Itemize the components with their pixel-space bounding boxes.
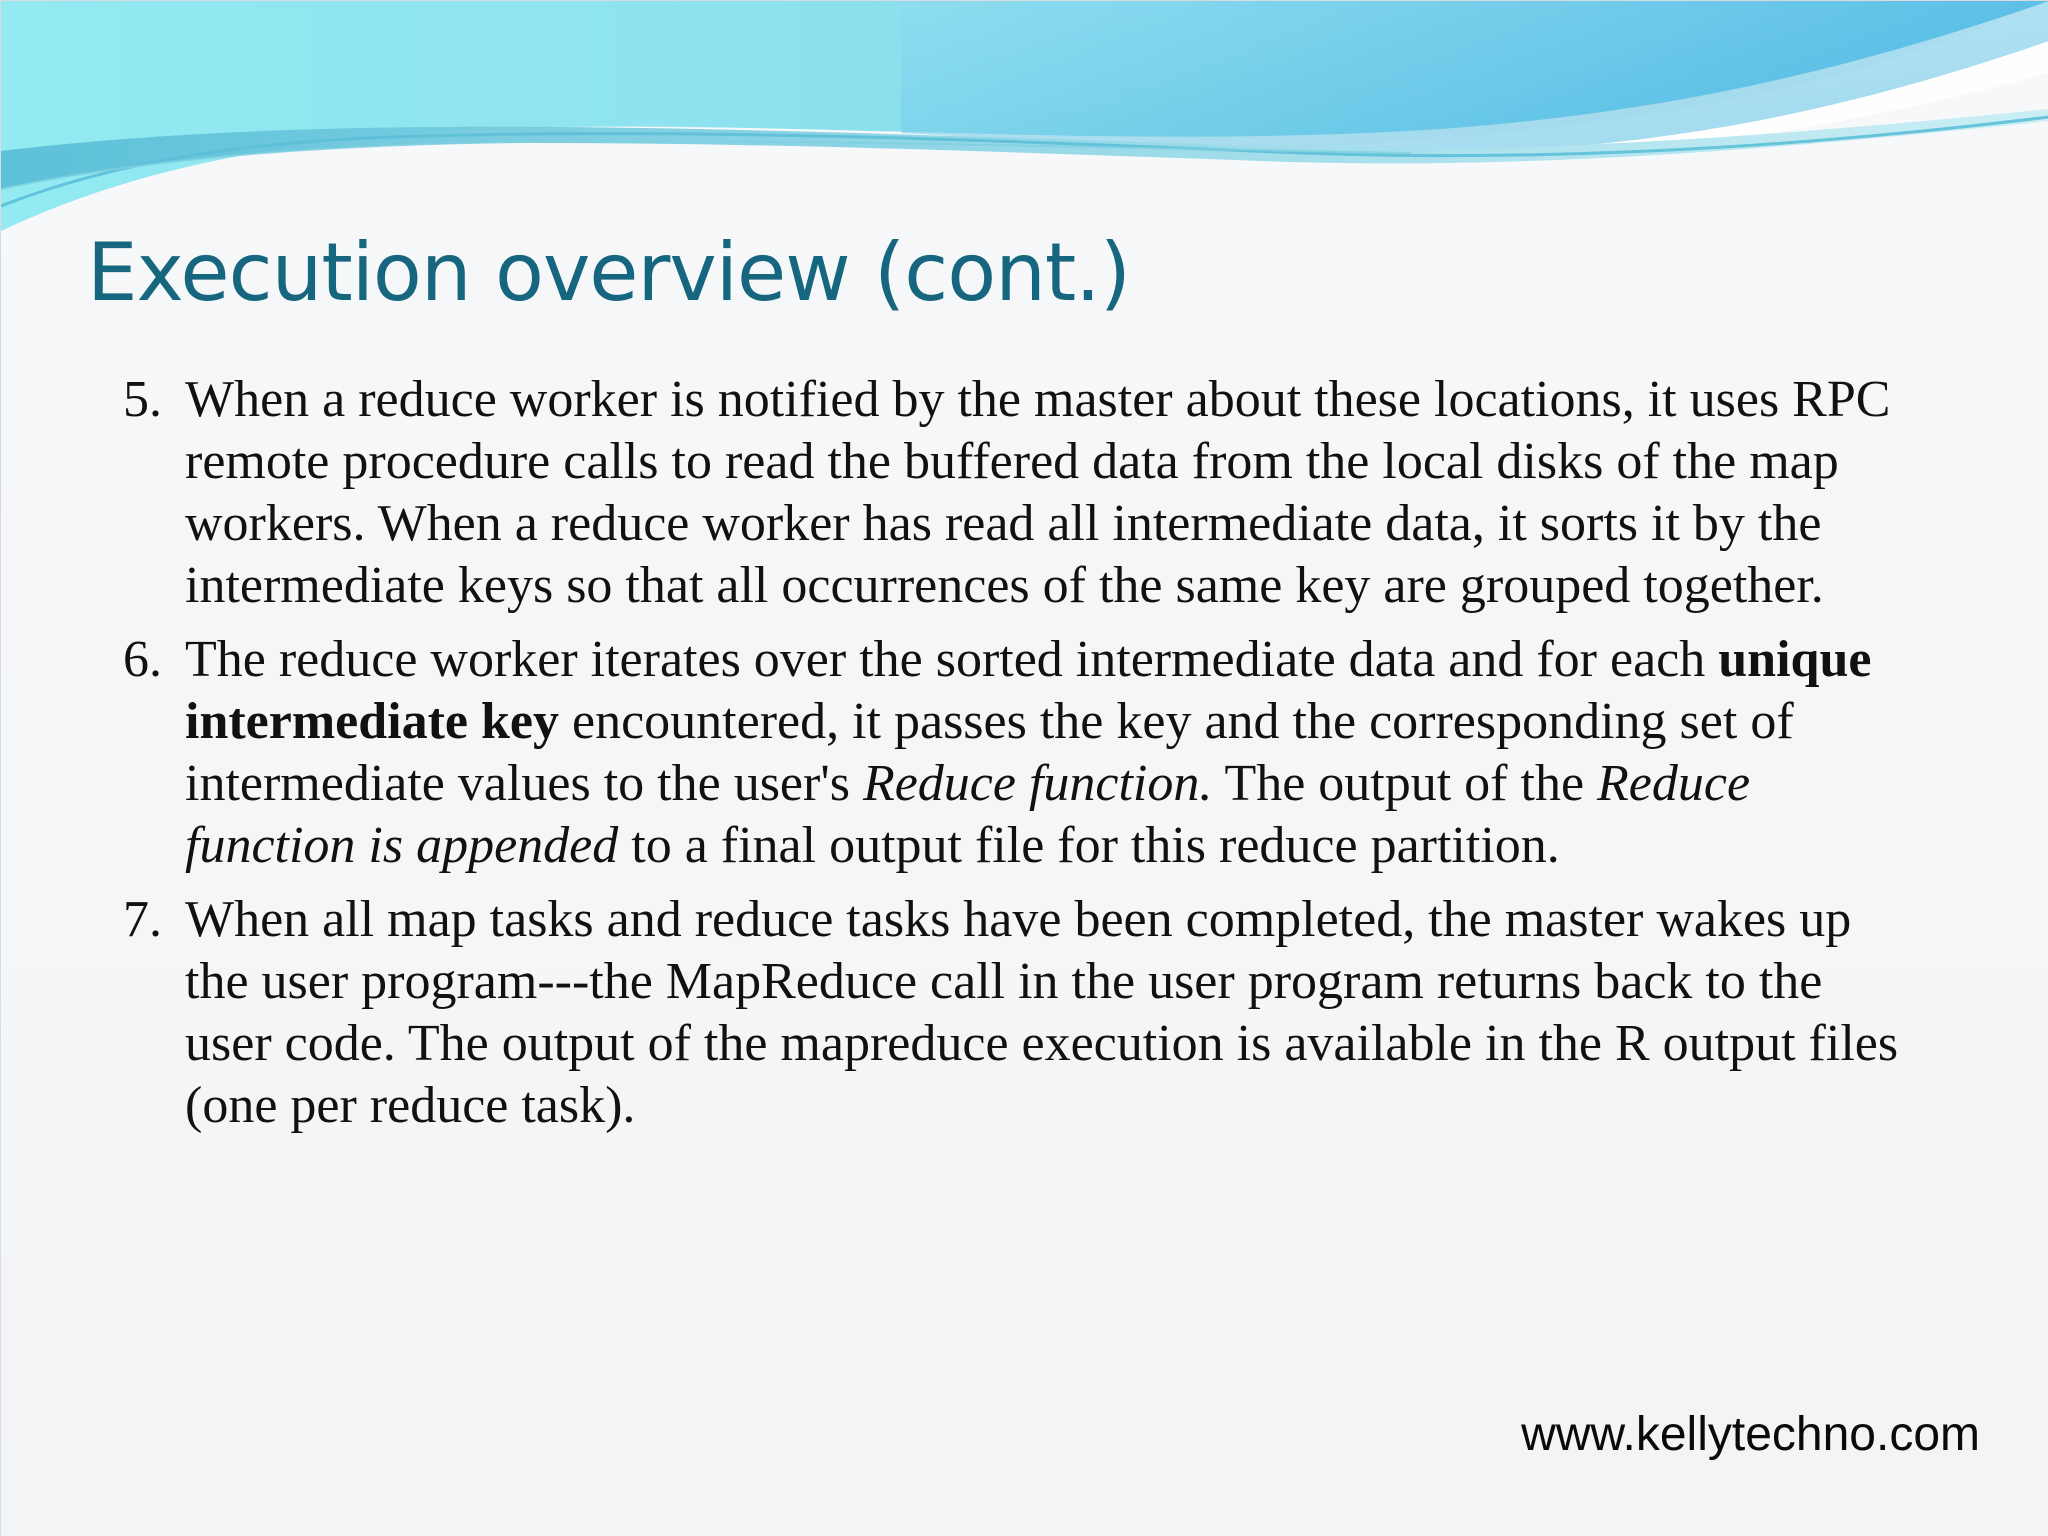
list-item-step-5 xyxy=(123,369,1903,617)
step-text-part: to a final output file for this reduce partition. xyxy=(631,817,1560,874)
step-number: 7. xyxy=(123,891,162,948)
list-item-step-6 xyxy=(123,629,1903,877)
step-text-part: The reduce worker iterates over the sorted intermediate data and for each xyxy=(185,631,1706,688)
emphasis-italic-text: Reduce function is appended xyxy=(185,755,1751,874)
header-wave-decoration xyxy=(1,1,2048,261)
step-number: 6. xyxy=(123,631,162,688)
list-item-step-7 xyxy=(123,889,1903,1137)
footer-url: www.kellytechno.com xyxy=(1521,1408,1980,1461)
step-text: When a reduce worker is notified by the master about these locations, it uses RPC remote procedure calls to read the buffered data from the local disks of the map workers. When a reduce worker has read all intermediate data, it sorts it by the intermediate keys so that all occurrences of the same key are grouped together. xyxy=(185,371,1891,614)
step-number: 5. xyxy=(123,371,162,428)
emphasis-italic-text: Reduce function. xyxy=(862,755,1213,812)
slide-title: Execution overview (cont.) xyxy=(87,226,1130,319)
step-text xyxy=(185,629,1903,877)
step-text-part: The output of the xyxy=(1224,755,1585,812)
step-text-part: encountered, it passes the key and the corresponding set of intermediate values to the user's xyxy=(185,693,1794,812)
step-text: When all map tasks and reduce tasks have been completed, the master wakes up the user program---the MapReduce call in the user program returns back to the user code. The output of the mapreduce execution is available in the R output files (one per reduce task). xyxy=(185,891,1899,1134)
emphasis-bold-text: unique intermediate key xyxy=(185,631,1872,750)
execution-steps-list xyxy=(123,369,1903,1149)
